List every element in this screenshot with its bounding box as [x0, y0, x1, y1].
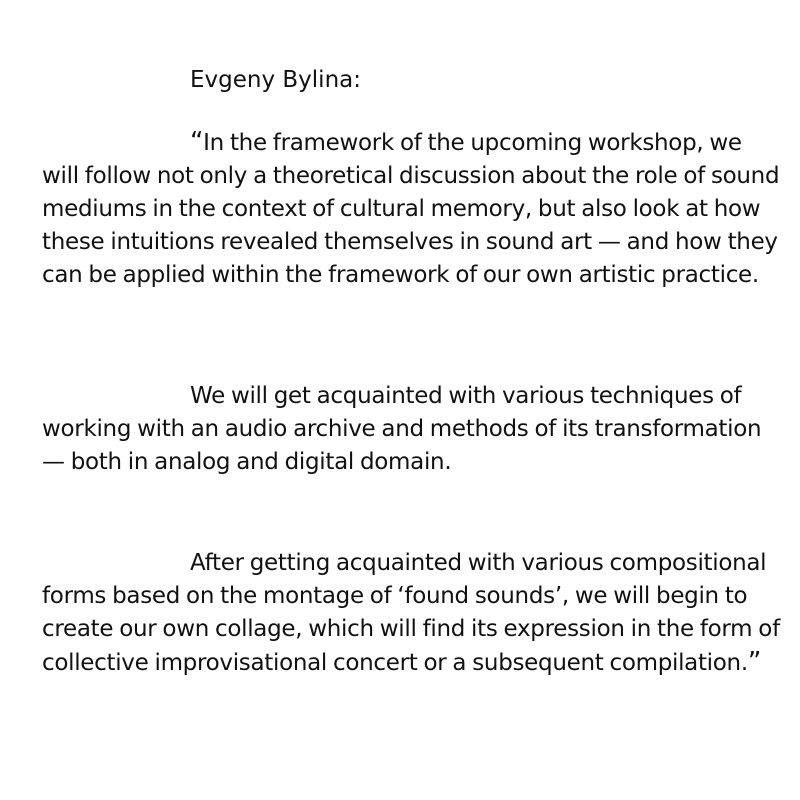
- paragraph-1-text: In the framework of the upcoming workshop, we will follow not only a theoretical discussion about the role of sound mediums in the context of cultural memory, but also look at how these intuitions revealed themselves in sound art — and how they can be applied within the framework of our own artistic practice.: [42, 130, 780, 288]
- paragraph-2-text: We will get acquainted with various techniques of working with an audio archive and methods of its transformation — both in analog and digital domain.: [42, 383, 762, 475]
- speaker-name: Evgeny Bylina:: [190, 67, 361, 93]
- closing-quote-mark: ”: [747, 647, 762, 677]
- quote-paragraph-3: [42, 547, 782, 680]
- quote-paragraph-2: [42, 380, 782, 479]
- paragraph-3-text: After getting acquainted with various compositional forms based on the montage of ‘found sounds’, we will begin to create our own collage, which will find its expression in the form of collective improvisational concert or a subsequent compilation.: [42, 550, 780, 676]
- quote-paragraph-1: [42, 126, 782, 292]
- opening-quote-mark: “: [190, 127, 204, 157]
